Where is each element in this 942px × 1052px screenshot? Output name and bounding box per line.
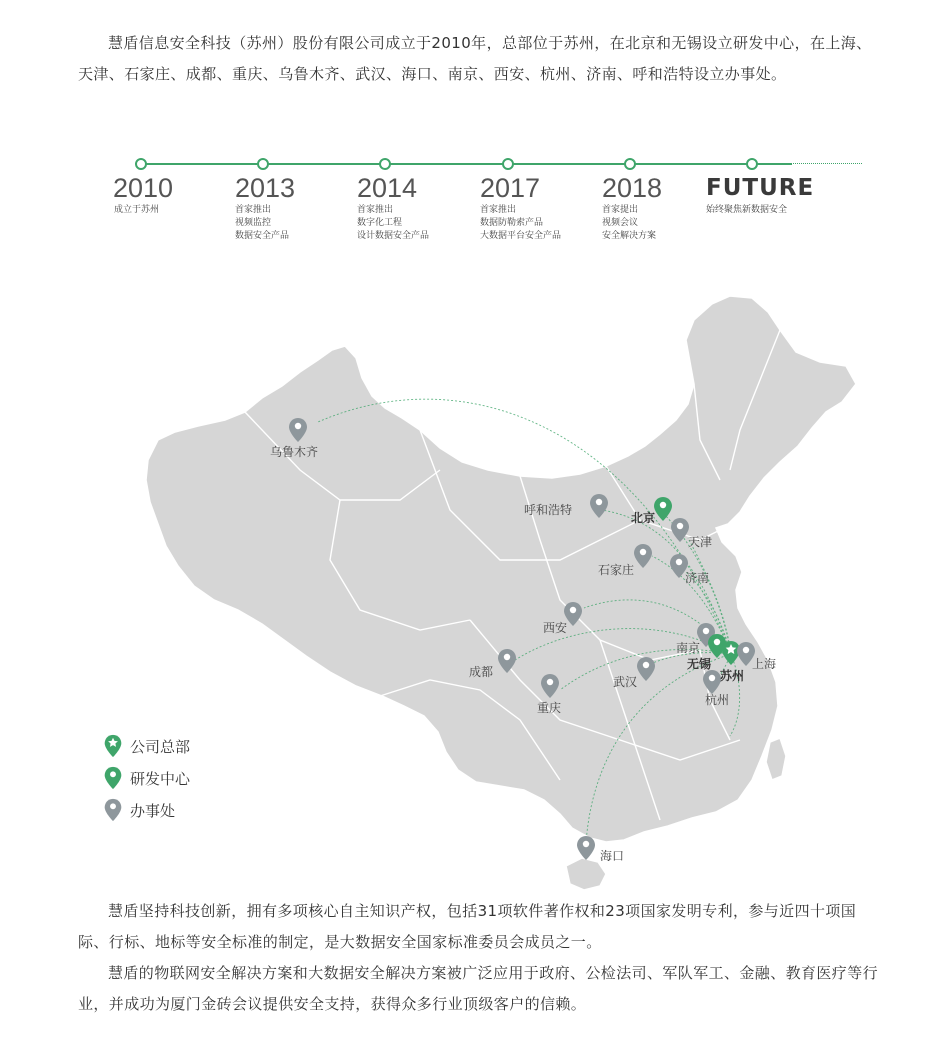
label-beijing: 北京 bbox=[631, 511, 656, 525]
timeline-description: 始终聚焦新数据安全 bbox=[706, 205, 788, 215]
timeline bbox=[0, 150, 942, 260]
label-wuxi: 无锡 bbox=[687, 657, 712, 671]
label-shijiazhuang: 石家庄 bbox=[598, 563, 635, 577]
star-pin-icon bbox=[104, 734, 122, 758]
label-suzhou: 苏州 bbox=[720, 669, 745, 683]
label-wulumuqi: 乌鲁木齐 bbox=[270, 445, 319, 459]
label-hangzhou: 杭州 bbox=[705, 693, 730, 707]
legend-label-office: 办事处 bbox=[130, 801, 176, 820]
legend-item-rd bbox=[104, 762, 190, 794]
gray-pin-icon bbox=[104, 798, 122, 822]
timeline-description: 首家推出 数据防勒索产品 大数据平台安全产品 bbox=[480, 205, 562, 241]
timeline-node bbox=[379, 158, 391, 170]
ip-paragraph: 慧盾坚持科技创新，拥有多项核心自主知识产权，包括31项软件著作权和23项国家发明专利，参与近四十项国际、行标、地标等安全标准的制定，是大数据安全国家标准委员会成员之一。 bbox=[78, 902, 857, 951]
intro-paragraph: 慧盾信息安全科技（苏州）股份有限公司成立于2010年，总部位于苏州，在北京和无锡设立研发中心，在上海、天津、石家庄、成都、重庆、乌鲁木齐、武汉、海口、南京、西安、杭州、济南、呼和浩特设立办事处。 bbox=[78, 34, 872, 83]
legend-item-office bbox=[104, 794, 190, 826]
label-haikou: 海口 bbox=[600, 849, 625, 863]
label-shanghai: 上海 bbox=[752, 657, 777, 671]
legend-item-hq bbox=[104, 730, 190, 762]
timeline-description: 首家提出 视频会议 安全解决方案 bbox=[602, 205, 657, 241]
label-xian: 西安 bbox=[543, 621, 568, 635]
timeline-description: 首家推出 数字化工程 设计数据安全产品 bbox=[357, 205, 430, 241]
map-legend bbox=[104, 730, 190, 826]
label-chongqing: 重庆 bbox=[537, 701, 562, 715]
pin-haikou bbox=[577, 836, 595, 860]
industry-paragraph: 慧盾的物联网安全解决方案和大数据安全解决方案被广泛应用于政府、公检法司、军队军工、金融、教育医疗等行业，并成功为厦门金砖会议提供安全支持，获得众多行业顶级客户的信赖。 bbox=[78, 964, 879, 1013]
timeline-year: 2014 bbox=[357, 173, 418, 203]
timeline-line bbox=[140, 163, 792, 165]
label-chengdu: 成都 bbox=[469, 665, 494, 679]
timeline-year: 2013 bbox=[235, 173, 296, 203]
china-map-shape bbox=[146, 296, 856, 842]
timeline-node bbox=[502, 158, 514, 170]
label-jinan: 济南 bbox=[685, 571, 710, 585]
label-tianjin: 天津 bbox=[688, 535, 713, 549]
legend-label-hq: 公司总部 bbox=[130, 737, 191, 756]
timeline-description: 成立于苏州 bbox=[114, 205, 160, 215]
taiwan-island bbox=[766, 738, 786, 780]
green-pin-icon bbox=[104, 766, 122, 790]
timeline-node bbox=[135, 158, 147, 170]
timeline-description: 首家推出 视频监控 数据安全产品 bbox=[235, 205, 290, 241]
timeline-node bbox=[746, 158, 758, 170]
label-huhehaote: 呼和浩特 bbox=[524, 503, 573, 517]
legend-label-rd: 研发中心 bbox=[130, 769, 191, 788]
timeline-dotted-extension bbox=[790, 163, 862, 164]
timeline-year: 2010 bbox=[113, 173, 174, 203]
timeline-node bbox=[624, 158, 636, 170]
timeline-year: 2018 bbox=[602, 173, 663, 203]
label-wuhan: 武汉 bbox=[613, 675, 638, 689]
timeline-year: 2017 bbox=[480, 173, 541, 203]
label-nanjing: 南京 bbox=[676, 641, 701, 655]
timeline-node bbox=[257, 158, 269, 170]
timeline-year: FUTURE bbox=[706, 175, 815, 201]
